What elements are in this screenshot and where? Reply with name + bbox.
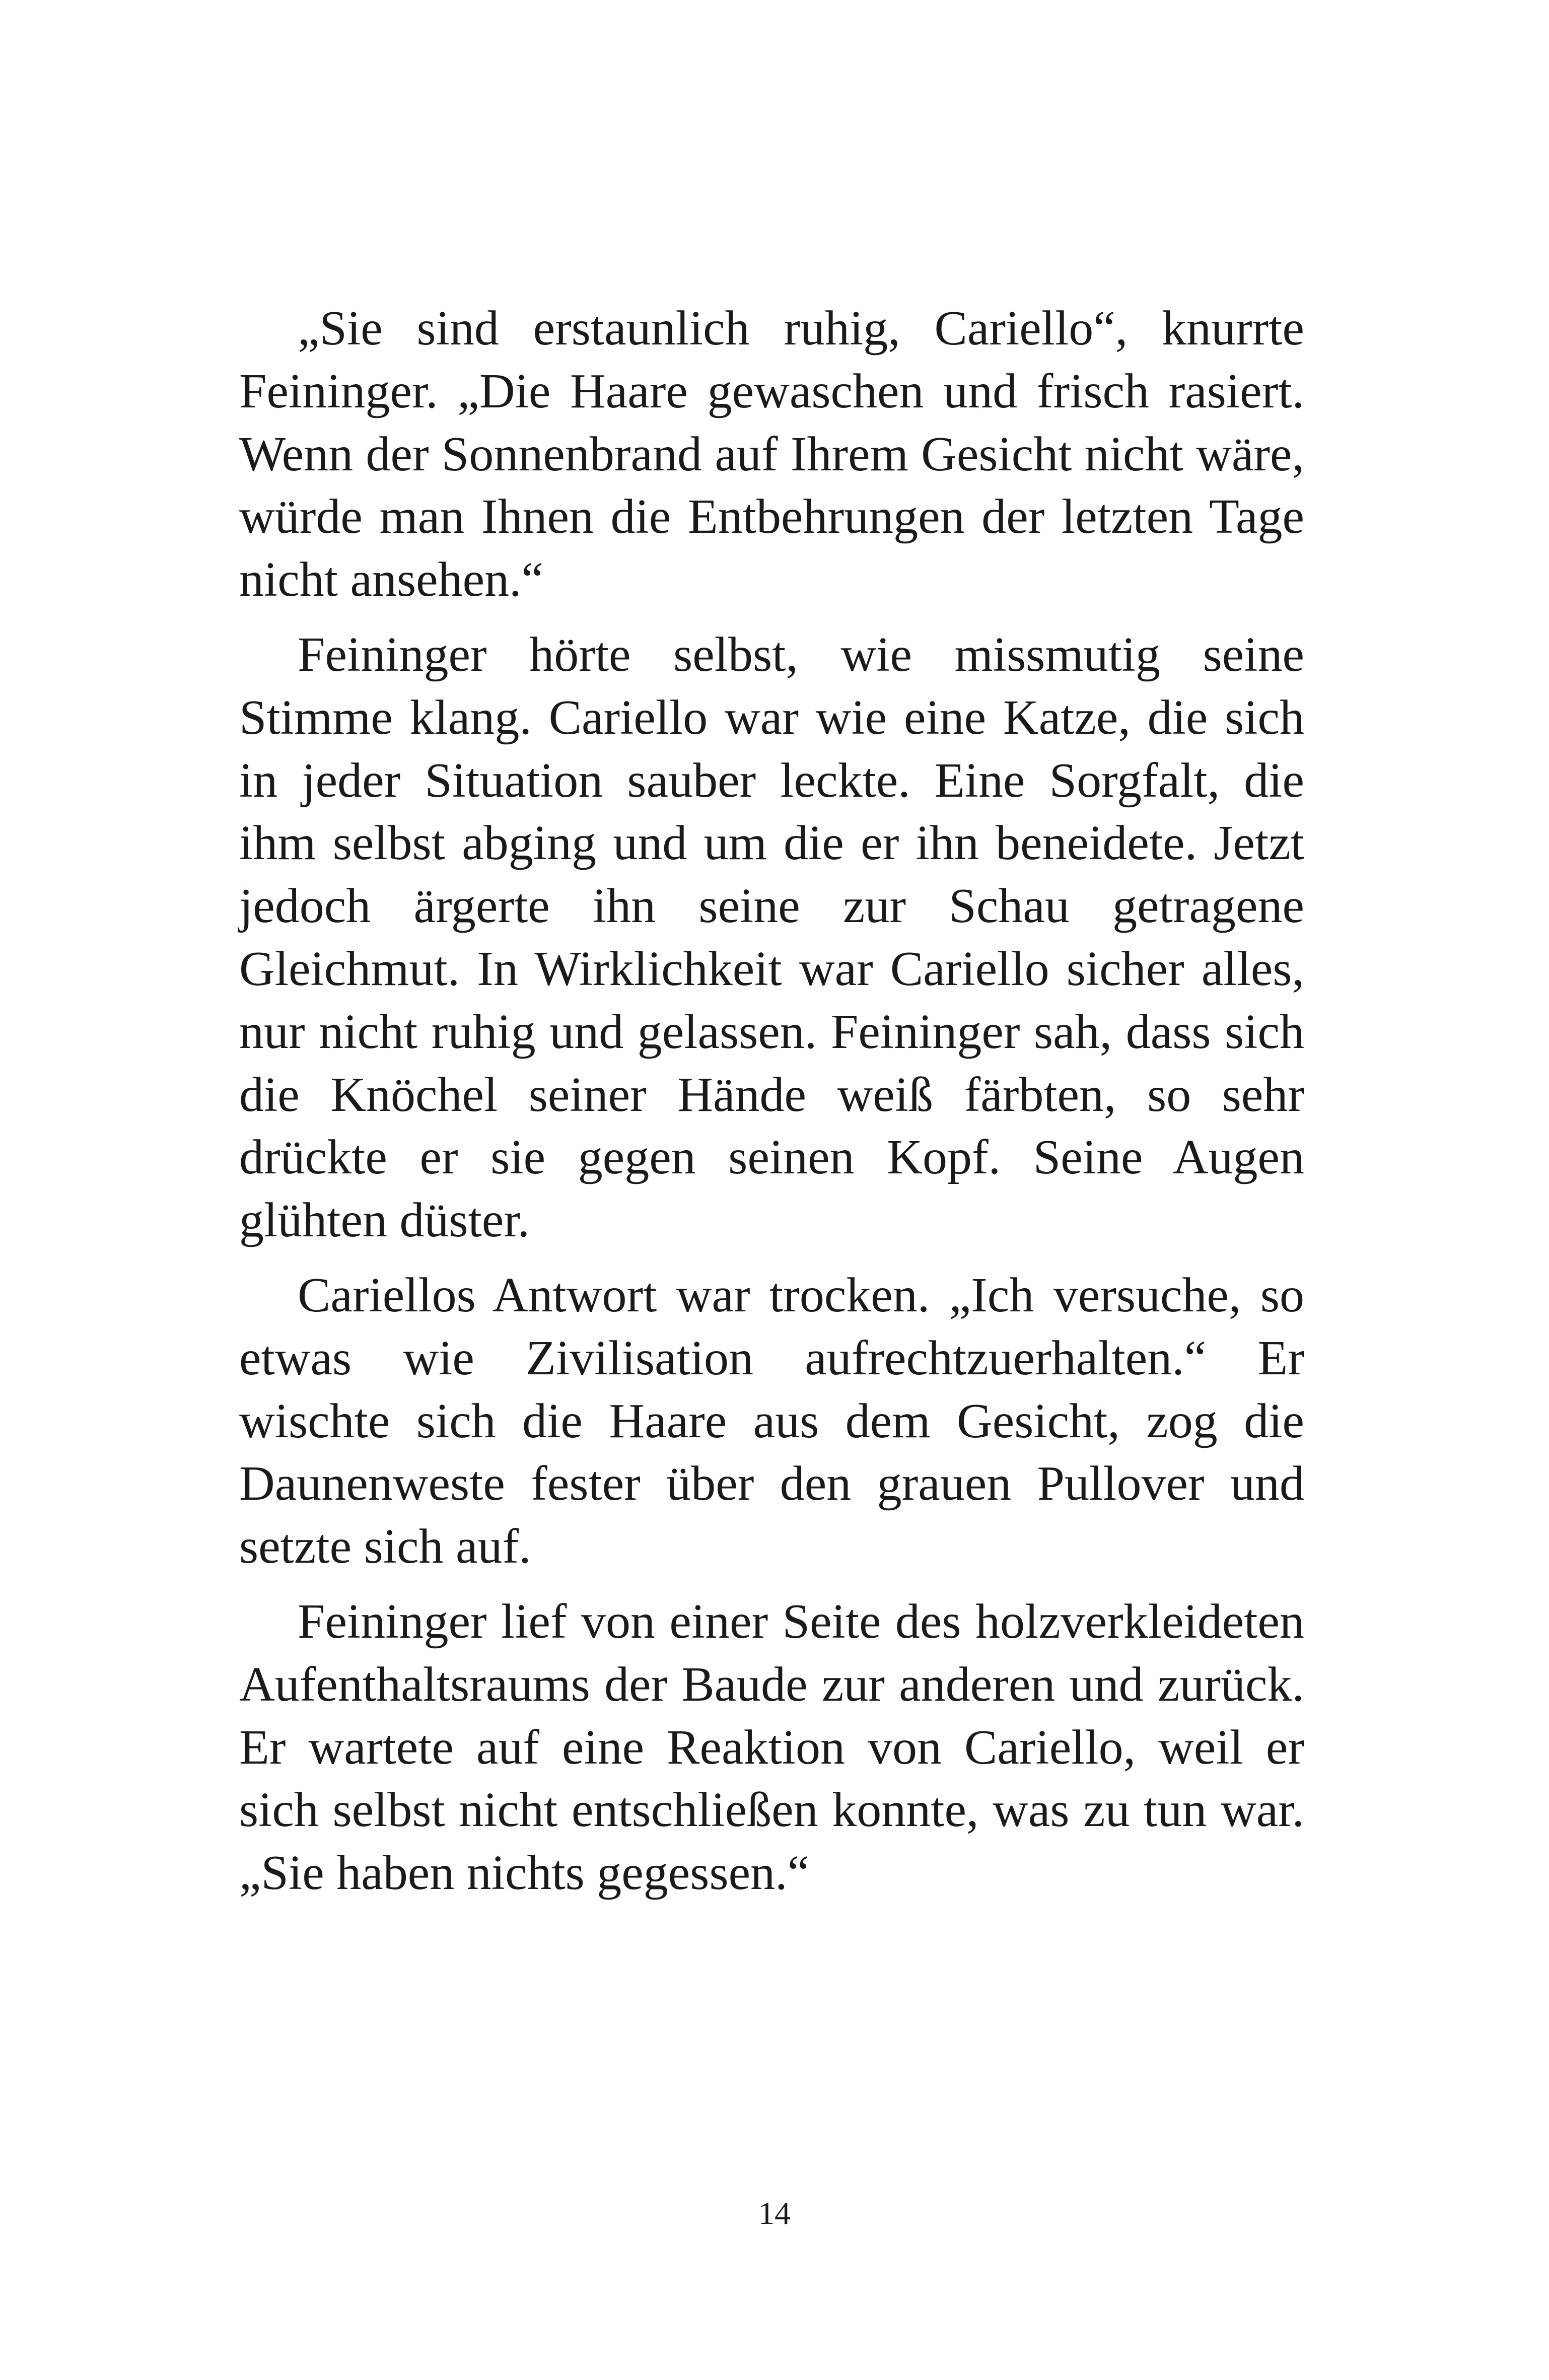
paragraph-2: Feininger hörte selbst, wie missmutig seine Stimme klang. Cariello war wie eine Katze, die sich in jeder Situation sauber leckte. Eine Sorgfalt, die ihm selbst abging und um die er ihn beneidete. Jetzt jedoch ärgerte ihn seine zur Schau getragene Gleichmut. In Wirklichkeit war Cariello sicher alles, nur nicht ruhig und gelassen. Feininger sah, dass sich die Knöchel seiner Hände weiß färbten, so sehr drückte er sie gegen seinen Kopf. Seine Augen glühten düster. <box>239 627 1304 1248</box>
paragraph-1: „Sie sind erstaunlich ruhig, Cariello“, knurrte Feininger. „Die Haare gewaschen und frisch rasiert. Wenn der Sonnenbrand auf Ihrem Gesicht nicht wäre, würde man Ihnen die Entbehrungen der letzten Tage nicht ansehen.“ <box>239 301 1304 607</box>
paragraph-3: Cariellos Antwort war trocken. „Ich versuche, so etwas wie Zivilisation aufrechtzuerhalten.“ Er wischte sich die Haare aus dem Gesicht, zog die Daunenweste fester über den grauen Pullover und setzte sich auf. <box>239 1268 1304 1574</box>
body-text <box>239 297 1304 1905</box>
page-number: 14 <box>758 2195 791 2231</box>
paragraph-4: Feininger lief von einer Seite des holzverkleideten Aufenthaltsraums der Baude zur anderen und zurück. Er wartete auf eine Reaktion von Cariello, weil er sich selbst nicht entschließen konnte, was zu tun war. „Sie haben nichts gegessen.“ <box>239 1594 1304 1901</box>
